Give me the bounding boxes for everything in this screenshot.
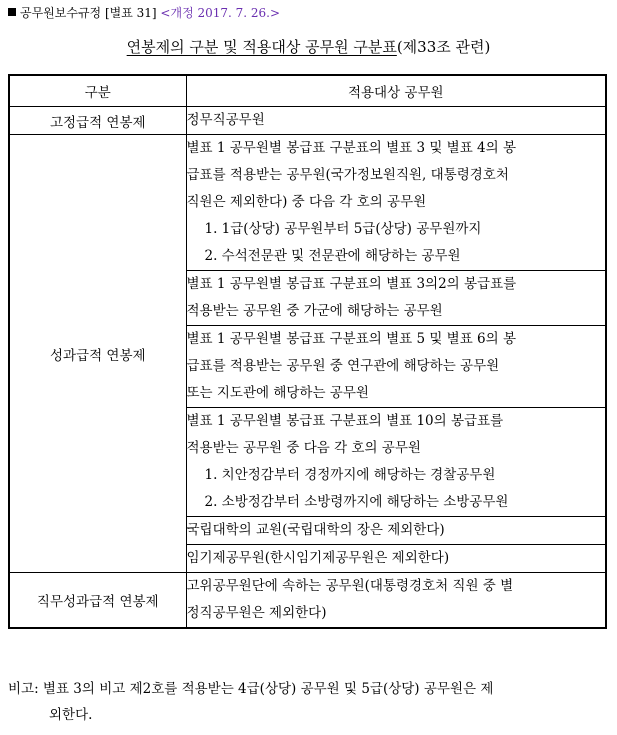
text-line: 적용받는 공무원 중 가군에 해당하는 공무원	[186, 303, 443, 319]
text-line: 직원은 제외한다) 중 다음 각 호의 공무원	[186, 194, 427, 210]
target-performance-1	[186, 135, 606, 271]
table-row	[9, 135, 606, 271]
category-job-performance: 직무성과급적 연봉제	[9, 573, 186, 629]
category-fixed: 고정급적 연봉제	[9, 107, 186, 135]
header-target: 적용대상 공무원	[186, 75, 606, 107]
target-performance-6	[186, 545, 606, 573]
list-item: 2. 소방정감부터 소방령까지에 해당하는 소방공무원	[204, 494, 509, 510]
text-line: 국립대학의 교원(국립대학의 장은 제외한다)	[186, 522, 445, 538]
document-header	[8, 5, 280, 21]
text-line: 급표를 적용받는 공무원(국가정보원직원, 대통령경호처	[186, 167, 509, 183]
text-line: 급표를 적용받는 공무원 중 연구관에 해당하는 공무원	[186, 358, 500, 374]
page-title	[0, 37, 617, 57]
remarks-note	[8, 676, 608, 728]
target-performance-5	[186, 517, 606, 545]
square-bullet-icon	[8, 8, 16, 16]
classification-table	[8, 74, 607, 629]
text-line: 별표 1 공무원별 봉급표 구분표의 별표 3의2의 봉급표를	[186, 276, 517, 292]
target-performance-4	[186, 408, 606, 517]
header-category: 구분	[9, 75, 186, 107]
target-fixed: 정무직공무원	[186, 107, 606, 135]
text-line: 별표 1 공무원별 봉급표 구분표의 별표 10의 봉급표를	[186, 413, 504, 429]
text-line: 임기제공무원(한시임기제공무원은 제외한다)	[186, 550, 450, 566]
list-item: 2. 수석전문관 및 전문관에 해당하는 공무원	[204, 248, 461, 264]
category-performance: 성과급적 연봉제	[9, 135, 186, 573]
table-header-row	[9, 75, 606, 107]
text-line: 고위공무원단에 속하는 공무원(대통령경호처 직원 중 별	[186, 578, 514, 594]
regulation-reference: 공무원보수규정 [별표 31]	[20, 6, 157, 20]
target-job-performance	[186, 573, 606, 629]
revision-date: <개정 2017. 7. 26.>	[160, 6, 281, 20]
list-item: 1. 치안정감부터 경정까지에 해당하는 경찰공무원	[204, 467, 496, 483]
table-row	[9, 573, 606, 629]
target-performance-3	[186, 326, 606, 408]
list-item: 1. 1급(상당) 공무원부터 5급(상당) 공무원까지	[204, 221, 482, 237]
target-performance-2	[186, 271, 606, 326]
text-line: 별표 1 공무원별 봉급표 구분표의 별표 5 및 별표 6의 봉	[186, 331, 516, 347]
title-suffix: (제33조 관련)	[396, 38, 491, 56]
text-line: 정직공무원은 제외한다)	[186, 605, 327, 621]
text-line: 적용받는 공무원 중 다음 각 호의 공무원	[186, 440, 421, 456]
text-line: 또는 지도관에 해당하는 공무원	[186, 385, 369, 401]
note-line-continued: 외한다.	[49, 707, 93, 723]
table-row	[9, 107, 606, 135]
text-line: 별표 1 공무원별 봉급표 구분표의 별표 3 및 별표 4의 봉	[186, 140, 516, 156]
title-main: 연봉제의 구분 및 적용대상 공무원 구분표	[126, 38, 397, 56]
note-line: 비고: 별표 3의 비고 제2호를 적용받는 4급(상당) 공무원 및 5급(상당) 공무원은 제	[8, 681, 494, 697]
